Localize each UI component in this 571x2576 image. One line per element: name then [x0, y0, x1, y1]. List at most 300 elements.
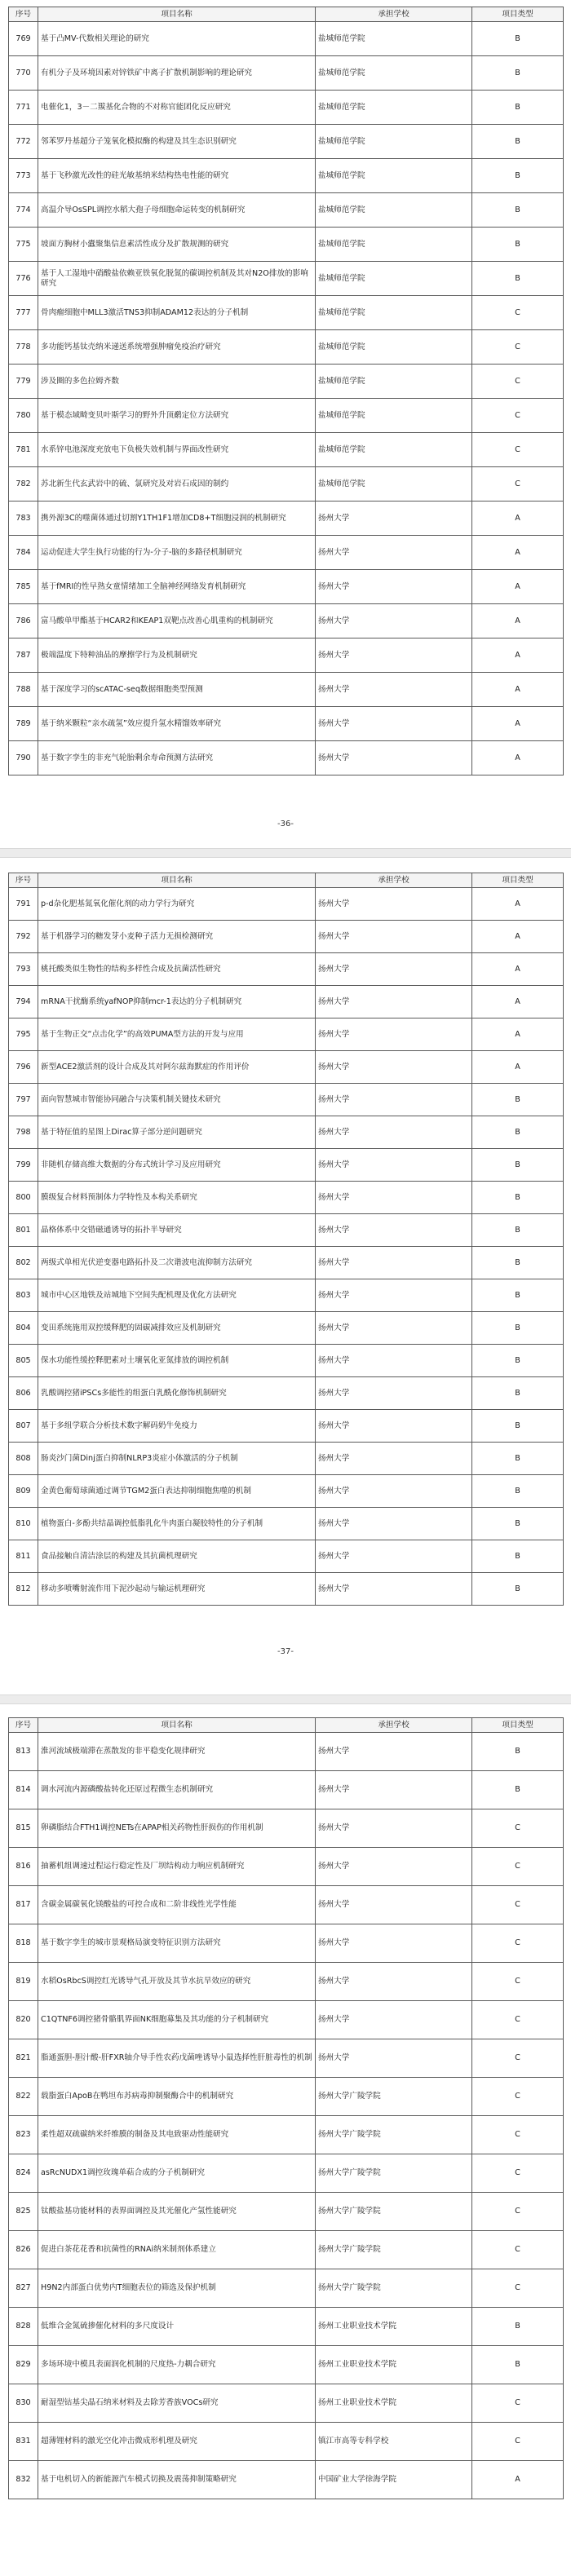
cell-project-type: C	[472, 1848, 564, 1886]
cell-seq: 821	[9, 2039, 38, 2078]
cell-seq: 818	[9, 1924, 38, 1963]
table-header	[9, 7, 564, 22]
cell-school: 扬州工业职业技术学院	[316, 2384, 472, 2423]
table-row	[9, 1771, 564, 1809]
cell-seq: 792	[9, 921, 38, 953]
table-row	[9, 22, 564, 56]
cell-seq: 819	[9, 1963, 38, 2001]
cell-project-name: 水稻OsRbcS调控红光诱导气孔开放及其节水抗旱效应的研究	[38, 1963, 316, 2001]
cell-school: 盐城师范学院	[316, 228, 472, 262]
table-row	[9, 1149, 564, 1182]
cell-seq: 786	[9, 604, 38, 638]
cell-school: 扬州大学	[316, 1886, 472, 1924]
cell-school: 盐城师范学院	[316, 433, 472, 467]
cell-project-type: B	[472, 22, 564, 56]
cell-school: 扬州大学	[316, 1508, 472, 1540]
table-row	[9, 1410, 564, 1443]
cell-project-name: 超薄锂材料的激光空化冲击微成形机理及研究	[38, 2423, 316, 2461]
cell-project-type: C	[472, 2193, 564, 2231]
cell-seq: 781	[9, 433, 38, 467]
cell-project-type: A	[472, 604, 564, 638]
cell-seq: 785	[9, 570, 38, 604]
cell-project-name: 膜级复合材料预制体力学特性及本构关系研究	[38, 1182, 316, 1214]
cell-project-name: 促进白茶花花香和抗菌性的RNAi纳米制剂体系建立	[38, 2231, 316, 2269]
cell-school: 扬州大学	[316, 1963, 472, 2001]
cell-project-name: 卵磷脂结合FTH1调控NETs在APAP相关药物性肝损伤的作用机制	[38, 1809, 316, 1848]
cell-school: 扬州大学	[316, 1018, 472, 1051]
cell-school: 扬州大学	[316, 2039, 472, 2078]
table-row	[9, 2423, 564, 2461]
cell-project-name: 金黄色葡萄球菌通过调节TGM2蛋白表达抑制细胞焦噬的机制	[38, 1475, 316, 1508]
cell-school: 扬州大学	[316, 707, 472, 741]
cell-seq: 797	[9, 1084, 38, 1116]
table-row	[9, 1312, 564, 1345]
cell-project-name: 桃托酸类似生物性的结构多样性合成及抗菌活性研究	[38, 953, 316, 986]
cell-seq: 807	[9, 1410, 38, 1443]
table-row	[9, 536, 564, 570]
cell-project-type: A	[472, 1018, 564, 1051]
table-body	[9, 888, 564, 1606]
cell-seq: 780	[9, 399, 38, 433]
table-row	[9, 467, 564, 502]
cell-project-name: mRNA干扰酶系统yafNOP抑制mcr-1表达的分子机制研究	[38, 986, 316, 1018]
cell-project-type: C	[472, 2231, 564, 2269]
cell-seq: 820	[9, 2001, 38, 2039]
cell-seq: 824	[9, 2154, 38, 2193]
cell-school: 扬州大学	[316, 2001, 472, 2039]
table-row	[9, 921, 564, 953]
cell-project-type: A	[472, 888, 564, 921]
table-row	[9, 741, 564, 775]
cell-project-name: 基于fMRI的性早熟女童情绪加工全脑神经网络发育机制研究	[38, 570, 316, 604]
cell-seq: 830	[9, 2384, 38, 2423]
table-row	[9, 193, 564, 228]
cell-seq: 804	[9, 1312, 38, 1345]
cell-school: 扬州大学	[316, 570, 472, 604]
cell-project-name: 淮河流域极端滞在蒸散发的非平稳变化规律研究	[38, 1733, 316, 1771]
cell-project-name: 高温介导OsSPL调控水稻大孢子母细胞命运转变的机制研究	[38, 193, 316, 228]
table-row	[9, 1247, 564, 1279]
cell-project-type: C	[472, 2423, 564, 2461]
cell-project-name: 面向智慧城市智能协同融合与决策机制关键技术研究	[38, 1084, 316, 1116]
cell-project-type: C	[472, 433, 564, 467]
cell-school: 盐城师范学院	[316, 159, 472, 193]
cell-school: 扬州工业职业技术学院	[316, 2308, 472, 2346]
header-project-name: 项目名称	[38, 873, 316, 888]
cell-project-type: A	[472, 673, 564, 707]
table-row	[9, 1963, 564, 2001]
cell-seq: 823	[9, 2116, 38, 2154]
cell-school: 扬州大学	[316, 1182, 472, 1214]
cell-seq: 789	[9, 707, 38, 741]
cell-school: 扬州大学	[316, 953, 472, 986]
table-row	[9, 638, 564, 673]
page-separator	[0, 1695, 571, 1704]
cell-project-type: B	[472, 2346, 564, 2384]
cell-school: 扬州大学	[316, 1051, 472, 1084]
cell-school: 扬州大学	[316, 741, 472, 775]
cell-school: 盐城师范学院	[316, 330, 472, 365]
cell-project-name: 多功能钙基钛壳纳米递送系统增强肿瘤免疫治疗研究	[38, 330, 316, 365]
cell-project-type: B	[472, 1443, 564, 1475]
header-project-type: 项目类型	[472, 873, 564, 888]
cell-seq: 832	[9, 2461, 38, 2499]
cell-project-name: 移动多喷嘴射流作用下泥沙起动与输运机理研究	[38, 1573, 316, 1606]
cell-school: 扬州大学	[316, 673, 472, 707]
cell-seq: 774	[9, 193, 38, 228]
cell-school: 扬州大学	[316, 638, 472, 673]
page-38	[0, 1711, 571, 2576]
cell-project-type: B	[472, 1279, 564, 1312]
table-row	[9, 1475, 564, 1508]
cell-project-type: C	[472, 296, 564, 330]
cell-school: 扬州大学	[316, 604, 472, 638]
cell-project-type: B	[472, 1247, 564, 1279]
cell-seq: 782	[9, 467, 38, 502]
cell-school: 扬州大学	[316, 1733, 472, 1771]
page-37	[0, 864, 571, 1712]
cell-project-name: 低维合金氮硫掺催化材料的多尺度设计	[38, 2308, 316, 2346]
table-row	[9, 2269, 564, 2308]
cell-project-name: 极端温度下特种油品的摩擦学行为及机制研究	[38, 638, 316, 673]
table-row	[9, 707, 564, 741]
cell-seq: 788	[9, 673, 38, 707]
cell-seq: 810	[9, 1508, 38, 1540]
cell-project-type: C	[472, 2269, 564, 2308]
cell-project-type: A	[472, 1051, 564, 1084]
cell-project-name: 载脂蛋白ApoB在鸭坦布苏病毒抑制聚酶合中的机制研究	[38, 2078, 316, 2116]
cell-school: 扬州大学	[316, 1771, 472, 1809]
cell-seq: 806	[9, 1377, 38, 1410]
project-table	[8, 7, 564, 775]
header-project-type: 项目类型	[472, 1718, 564, 1733]
cell-project-name: 脂通蛋胆-胆汁酸-肝FXR轴介导手性农药戊菌唑诱导小鼠选择性肝脏毒性的机制	[38, 2039, 316, 2078]
cell-seq: 783	[9, 502, 38, 536]
cell-project-type: C	[472, 365, 564, 399]
table-row	[9, 1848, 564, 1886]
table-row	[9, 91, 564, 125]
cell-project-type: C	[472, 2384, 564, 2423]
cell-project-name: 基于数字孪生的非充气轮胎剩余寿命预测方法研究	[38, 741, 316, 775]
cell-project-name: 涉及圈的多色拉姆齐数	[38, 365, 316, 399]
cell-project-type: C	[472, 330, 564, 365]
cell-project-name: 多场环境中模具表面润化机制的尺度热-力耦合研究	[38, 2346, 316, 2384]
cell-school: 扬州工业职业技术学院	[316, 2346, 472, 2384]
header-row	[9, 873, 564, 888]
table-row	[9, 1182, 564, 1214]
table-row	[9, 1214, 564, 1247]
cell-project-type: A	[472, 707, 564, 741]
cell-school: 扬州大学广陵学院	[316, 2269, 472, 2308]
cell-project-name: 基于模态域畸变贝叶斯学习的野外升顶鹬定位方法研究	[38, 399, 316, 433]
cell-seq: 798	[9, 1116, 38, 1149]
cell-seq: 814	[9, 1771, 38, 1809]
header-seq: 序号	[9, 873, 38, 888]
cell-seq: 811	[9, 1540, 38, 1573]
table-row	[9, 2116, 564, 2154]
cell-school: 扬州大学	[316, 1475, 472, 1508]
cell-seq: 776	[9, 262, 38, 296]
cell-project-name: 新型ACE2激活剂的设计合成及其对阿尔兹海默症的作用评价	[38, 1051, 316, 1084]
table-row	[9, 262, 564, 296]
cell-project-type: B	[472, 91, 564, 125]
cell-school: 盐城师范学院	[316, 365, 472, 399]
cell-school: 扬州大学	[316, 1149, 472, 1182]
table-row	[9, 1443, 564, 1475]
table-row	[9, 2346, 564, 2384]
cell-project-name: 基于生物正交“点击化学”的高效PUMA型方法的开发与应用	[38, 1018, 316, 1051]
cell-project-type: A	[472, 953, 564, 986]
cell-seq: 800	[9, 1182, 38, 1214]
cell-project-type: B	[472, 228, 564, 262]
cell-seq: 778	[9, 330, 38, 365]
header-project-type: 项目类型	[472, 7, 564, 22]
header-school: 承担学校	[316, 873, 472, 888]
table-row	[9, 2154, 564, 2193]
cell-seq: 816	[9, 1848, 38, 1886]
table-header	[9, 873, 564, 888]
cell-school: 中国矿业大学徐海学院	[316, 2461, 472, 2499]
cell-project-type: B	[472, 125, 564, 159]
cell-project-type: C	[472, 467, 564, 502]
project-table	[8, 873, 564, 1606]
cell-school: 盐城师范学院	[316, 262, 472, 296]
cell-project-name: 晶格体系中交错磁通诱导的拓扑半导研究	[38, 1214, 316, 1247]
cell-project-type: B	[472, 1771, 564, 1809]
cell-project-type: A	[472, 921, 564, 953]
cell-project-type: A	[472, 536, 564, 570]
table-row	[9, 1345, 564, 1377]
cell-school: 扬州大学广陵学院	[316, 2116, 472, 2154]
cell-school: 扬州大学广陵学院	[316, 2193, 472, 2231]
cell-project-name: 抽蓄机组调速过程运行稳定性及厂坝结构动力响应机制研究	[38, 1848, 316, 1886]
table-row	[9, 365, 564, 399]
table-row	[9, 56, 564, 91]
cell-project-name: 基于数字孪生的城市景观格局演变特征识别方法研究	[38, 1924, 316, 1963]
cell-project-type: A	[472, 986, 564, 1018]
cell-seq: 799	[9, 1149, 38, 1182]
table-row	[9, 2001, 564, 2039]
table-row	[9, 1377, 564, 1410]
table-row	[9, 433, 564, 467]
cell-school: 扬州大学广陵学院	[316, 2231, 472, 2269]
cell-seq: 795	[9, 1018, 38, 1051]
cell-project-type: B	[472, 1345, 564, 1377]
cell-seq: 793	[9, 953, 38, 986]
table-row	[9, 2461, 564, 2499]
cell-school: 扬州大学	[316, 1247, 472, 1279]
cell-seq: 791	[9, 888, 38, 921]
cell-school: 扬州大学	[316, 1345, 472, 1377]
cell-project-type: A	[472, 2461, 564, 2499]
cell-project-name: 基于电机切入的新能源汽车模式切换及震荡抑制策略研究	[38, 2461, 316, 2499]
table-row	[9, 1084, 564, 1116]
cell-seq: 787	[9, 638, 38, 673]
table-row	[9, 1809, 564, 1848]
cell-project-name: 钛酸盐基功能材料的表界面调控及其光催化产氢性能研究	[38, 2193, 316, 2231]
cell-project-name: 基于飞秒激光改性的硅光敏基纳米结构热电性能的研究	[38, 159, 316, 193]
table-row	[9, 228, 564, 262]
cell-project-type: B	[472, 1182, 564, 1214]
header-row	[9, 1718, 564, 1733]
cell-seq: 790	[9, 741, 38, 775]
cell-seq: 771	[9, 91, 38, 125]
cell-seq: 809	[9, 1475, 38, 1508]
page-number: -37-	[277, 1647, 294, 1656]
cell-project-name: 邻苯罗丹基超分子笼氧化模拟酶的构建及其生态识别研究	[38, 125, 316, 159]
cell-school: 盐城师范学院	[316, 296, 472, 330]
table-row	[9, 1051, 564, 1084]
table-row	[9, 2039, 564, 2078]
cell-seq: 817	[9, 1886, 38, 1924]
cell-project-name: 水系锌电池深度充放电下负极失效机制与界面改性研究	[38, 433, 316, 467]
cell-project-type: B	[472, 56, 564, 91]
cell-seq: 801	[9, 1214, 38, 1247]
cell-project-type: B	[472, 1084, 564, 1116]
table-body	[9, 22, 564, 775]
cell-project-name: asRcNUDX1调控玫瑰单萜合成的分子机制研究	[38, 2154, 316, 2193]
cell-project-type: B	[472, 1214, 564, 1247]
header-school: 承担学校	[316, 7, 472, 22]
cell-seq: 831	[9, 2423, 38, 2461]
table-header	[9, 1718, 564, 1733]
page-separator	[0, 848, 571, 858]
cell-project-name: 携外源3C的噬菌体通过切割Y1TH1F1增加CD8+T细胞浸润的机制研究	[38, 502, 316, 536]
table-body	[9, 1733, 564, 2499]
header-seq: 序号	[9, 1718, 38, 1733]
table-row	[9, 125, 564, 159]
project-table	[8, 1717, 564, 2499]
cell-school: 扬州大学	[316, 1809, 472, 1848]
cell-seq: 825	[9, 2193, 38, 2231]
cell-project-type: B	[472, 1475, 564, 1508]
cell-seq: 828	[9, 2308, 38, 2346]
header-project-name: 项目名称	[38, 7, 316, 22]
cell-school: 扬州大学广陵学院	[316, 2078, 472, 2116]
cell-school: 扬州大学	[316, 1377, 472, 1410]
page-36	[0, 0, 571, 913]
cell-project-name: 乳酸调控猪iPSCs多能性的组蛋白乳酰化修饰机制研究	[38, 1377, 316, 1410]
cell-school: 镇江市高等专科学校	[316, 2423, 472, 2461]
table-row	[9, 953, 564, 986]
cell-project-type: C	[472, 2039, 564, 2078]
cell-seq: 770	[9, 56, 38, 91]
cell-project-name: H9N2内部蛋白优势内T细胞表位的筛选及保护机制	[38, 2269, 316, 2308]
page-number: -36-	[277, 820, 294, 828]
cell-school: 扬州大学	[316, 986, 472, 1018]
cell-project-type: B	[472, 1733, 564, 1771]
cell-project-type: C	[472, 2154, 564, 2193]
cell-school: 扬州大学	[316, 1084, 472, 1116]
cell-school: 扬州大学	[316, 1573, 472, 1606]
cell-project-name: 肠炎沙门菌Dinj蛋白抑制NLRP3炎症小体激活的分子机制	[38, 1443, 316, 1475]
cell-project-name: 有机分子及环境因素对锌铁矿中离子扩散机制影响的理论研究	[38, 56, 316, 91]
table-row	[9, 2078, 564, 2116]
cell-seq: 826	[9, 2231, 38, 2269]
table-row	[9, 1116, 564, 1149]
cell-school: 扬州大学	[316, 1540, 472, 1573]
cell-school: 扬州大学	[316, 888, 472, 921]
cell-school: 盐城师范学院	[316, 399, 472, 433]
cell-project-name: 城市中心区地铁及站城地下空间失配机理及优化方法研究	[38, 1279, 316, 1312]
cell-seq: 808	[9, 1443, 38, 1475]
cell-school: 扬州大学	[316, 1848, 472, 1886]
cell-school: 盐城师范学院	[316, 91, 472, 125]
cell-project-name: 基于纳米颗粒“亲水疏氢”效应提升氢水精馏效率研究	[38, 707, 316, 741]
cell-project-type: C	[472, 1809, 564, 1848]
cell-school: 盐城师范学院	[316, 22, 472, 56]
cell-project-name: 基于人工湿地中硝酸盐依赖亚铁氧化脱氮的碳调控机制及其对N2O排放的影响研究	[38, 262, 316, 296]
table-row	[9, 330, 564, 365]
cell-school: 盐城师范学院	[316, 56, 472, 91]
cell-seq: 812	[9, 1573, 38, 1606]
cell-school: 扬州大学广陵学院	[316, 2154, 472, 2193]
cell-project-name: 坡面方胸材小蠹聚集信息素活性成分及扩散规测的研究	[38, 228, 316, 262]
table-row	[9, 570, 564, 604]
cell-seq: 822	[9, 2078, 38, 2116]
cell-school: 扬州大学	[316, 502, 472, 536]
table-row	[9, 1924, 564, 1963]
cell-project-name: 骨肉瘤细胞中MLL3激活TNS3抑制ADAM12表达的分子机制	[38, 296, 316, 330]
table-row	[9, 1279, 564, 1312]
cell-project-name: 富马酸单甲酯基于HCAR2和KEAP1双靶点改善心肌重构的机制研究	[38, 604, 316, 638]
cell-seq: 777	[9, 296, 38, 330]
table-row	[9, 159, 564, 193]
cell-seq: 829	[9, 2346, 38, 2384]
cell-project-name: 基于机器学习的糖发芽小麦种子活力无损检测研究	[38, 921, 316, 953]
table-row	[9, 1540, 564, 1573]
table-row	[9, 502, 564, 536]
table-row	[9, 2384, 564, 2423]
header-seq: 序号	[9, 7, 38, 22]
cell-project-type: B	[472, 1149, 564, 1182]
table-row	[9, 399, 564, 433]
cell-project-name: 两级式单相光伏逆变器电路拓扑及二次谐波电流抑制方法研究	[38, 1247, 316, 1279]
cell-project-type: C	[472, 2078, 564, 2116]
cell-seq: 794	[9, 986, 38, 1018]
table-row	[9, 888, 564, 921]
cell-seq: 784	[9, 536, 38, 570]
cell-project-type: B	[472, 1312, 564, 1345]
cell-project-type: B	[472, 1116, 564, 1149]
cell-project-type: A	[472, 638, 564, 673]
cell-project-name: 植物蛋白-多酚共结晶调控低脂乳化牛肉蛋白凝胶特性的分子机制	[38, 1508, 316, 1540]
cell-project-name: 含碳金属碳氧化镁酸盐的可控合成和二阶非线性光学性能	[38, 1886, 316, 1924]
cell-project-name: 非随机存储高维大数据的分布式统计学习及应用研究	[38, 1149, 316, 1182]
cell-project-type: B	[472, 1377, 564, 1410]
header-school: 承担学校	[316, 1718, 472, 1733]
cell-project-type: B	[472, 1508, 564, 1540]
cell-project-type: B	[472, 2308, 564, 2346]
table-row	[9, 1508, 564, 1540]
cell-project-type: A	[472, 570, 564, 604]
table-row	[9, 296, 564, 330]
cell-project-type: C	[472, 1886, 564, 1924]
cell-project-name: 柔性超双疏碳纳米纤维膜的制备及其电致驱动性能研究	[38, 2116, 316, 2154]
cell-project-type: C	[472, 1963, 564, 2001]
cell-project-name: C1QTNF6调控猪骨骼肌界面NK细胞募集及其功能的分子机制研究	[38, 2001, 316, 2039]
cell-project-name: p-d杂化肥基氮氧化催化剂的动力学行为研究	[38, 888, 316, 921]
table-row	[9, 1733, 564, 1771]
header-row	[9, 7, 564, 22]
cell-project-name: 运动促进大学生执行功能的行为-分子-脑的多路径机制研究	[38, 536, 316, 570]
cell-seq: 796	[9, 1051, 38, 1084]
cell-project-type: B	[472, 1573, 564, 1606]
cell-seq: 813	[9, 1733, 38, 1771]
cell-school: 盐城师范学院	[316, 467, 472, 502]
cell-project-name: 耐湿型钴基尖晶石纳米材料及去除芳香族VOCs研究	[38, 2384, 316, 2423]
cell-school: 扬州大学	[316, 921, 472, 953]
